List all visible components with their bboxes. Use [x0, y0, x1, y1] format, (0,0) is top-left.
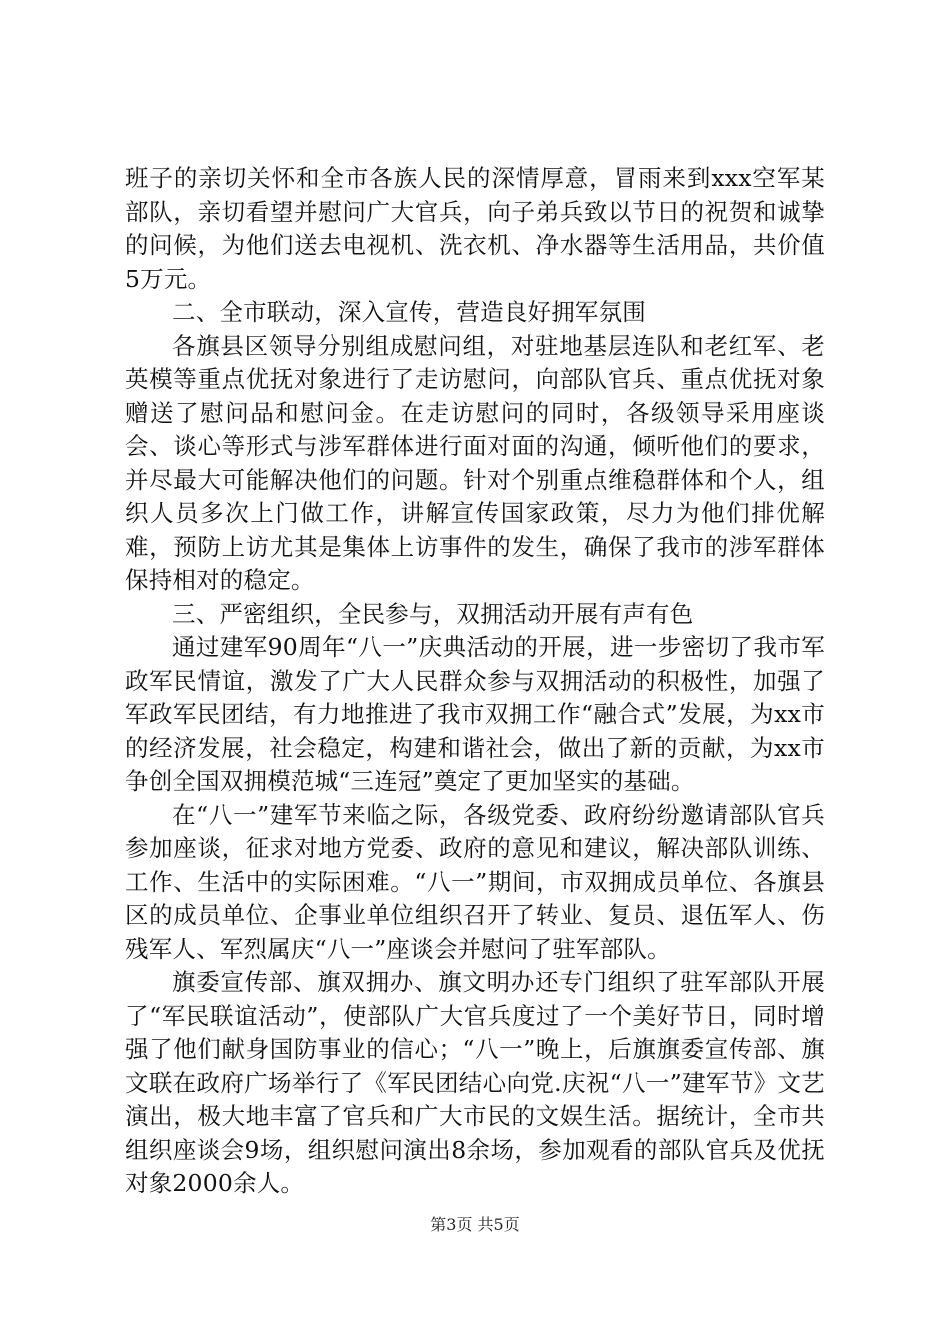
paragraph-symposium: 在“八一”建军节来临之际，各级党委、政府纷纷邀请部队官兵参加座谈，征求对地方党委、政府的意见和建议，解决部队训练、工作、生活中的实际困难。“八一”期间，市双拥成员单位、各旗县区的成员单位、企事业单位组织召开了转业、复员、退伍军人、伤残军人、军烈属庆“八一”座谈会并慰问了驻军部队。 [125, 800, 825, 963]
section-heading-2: 二、全市联动，深入宣传，营造良好拥军氛围 [172, 298, 646, 326]
paragraph-activities: 旗委宣传部、旗双拥办、旗文明办还专门组织了驻军部队开展了“军民联谊活动”，使部队广大官兵度过了一个美好节日，同时增强了他们献身国防事业的信心；“八一”晚上，后旗旗委宣传部、旗文联在政府广场举行了《军民团结心向党.庆祝“八一”建军节》文艺演出，极大地丰富了官兵和广大市民的文娱生活。据统计，全市共组织座谈会9场，组织慰问演出8余场，参加观看的部队官兵及优抚对象2000余人。 [125, 968, 825, 1197]
document-body [125, 162, 825, 1201]
paragraph-celebration: 通过建军90周年“八一”庆典活动的开展，进一步密切了我市军政军民情谊，激发了广大人民群众参与双拥活动的积极性，加强了军政军民团结，有力地推进了我市双拥工作“融合式”发展，为xx市的经济发展，社会稳定，构建和谐社会，做出了新的贡献，为xx市争创全国双拥模范城“三连冠”奠定了更加坚实的基础。 [125, 633, 825, 795]
paragraph-visits: 各旗县区领导分别组成慰问组，对驻地基层连队和老红军、老英模等重点优抚对象进行了走访慰问，向部队官兵、重点优抚对象赠送了慰问品和慰问金。在走访慰问的同时，各级领导采用座谈会、谈心等形式与涉军群体进行面对面的沟通，倾听他们的要求，并尽最大可能解决他们的问题。针对个别重点维稳群体和个人，组织人员多次上门做工作，讲解宣传国家政策，尽力为他们排优解难，预防上访尤其是集体上访事件的发生，确保了我市的涉军群体保持相对的稳定。 [125, 331, 825, 594]
page-number-footer: 第3页 共5页 [430, 1215, 520, 1234]
paragraph-continuation: 班子的亲切关怀和全市各族人民的深情厚意，冒雨来到xxx空军某部队，亲切看望并慰问广大官兵，向子弟兵致以节日的祝贺和诚挚的问候，为他们送去电视机、洗衣机、净水器等生活用品，共价值5万元。 [125, 164, 825, 293]
section-heading-3: 三、严密组织，全民参与，双拥活动开展有声有色 [172, 599, 694, 628]
